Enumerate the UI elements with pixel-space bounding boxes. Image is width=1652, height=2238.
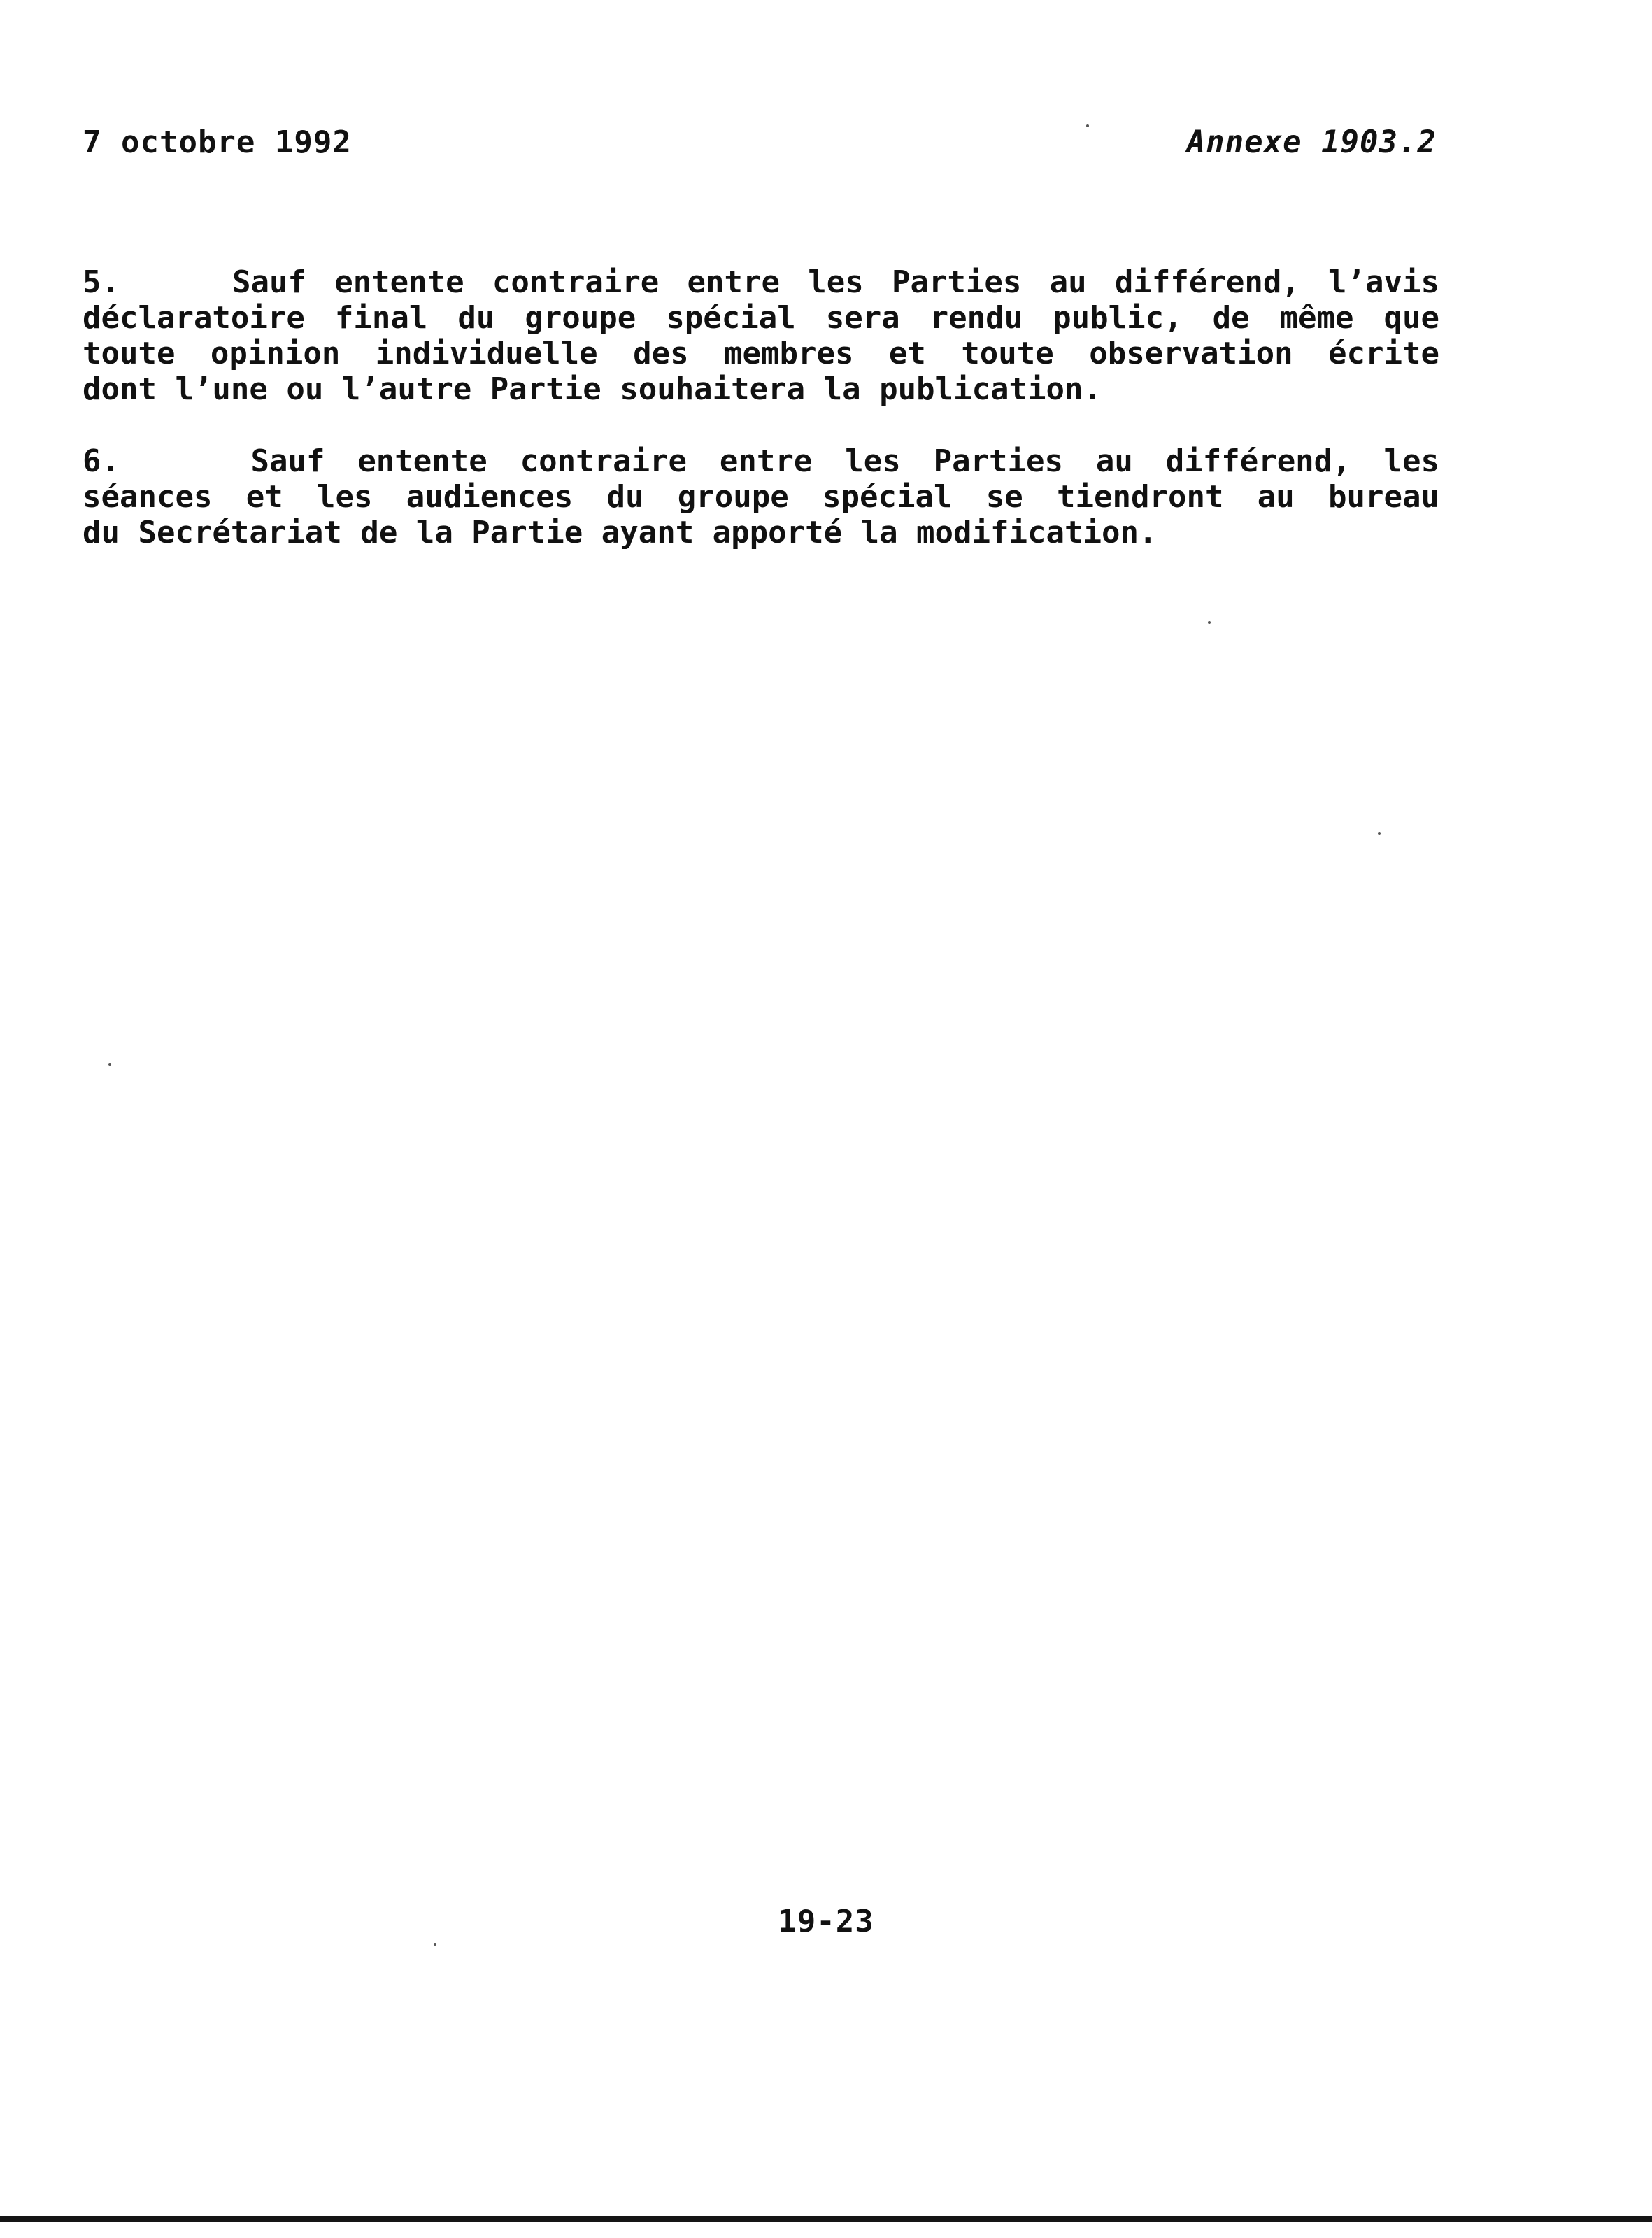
scan-speck <box>434 1943 436 1946</box>
paragraph-line: dont l’une ou l’autre Partie souhaitera la publication. <box>83 371 1102 407</box>
paragraph-6 <box>83 443 1439 550</box>
paragraph-line: 6. Sauf entente contraire entre les Parties au différend, les <box>83 443 1439 479</box>
scan-speck <box>108 1063 111 1066</box>
document-body <box>83 264 1439 587</box>
scan-speck <box>1378 832 1381 835</box>
paragraph-5 <box>83 264 1439 407</box>
paragraph-line: toute opinion individuelle des membres et toute observation écrite <box>83 336 1439 371</box>
header-date: 7 octobre 1992 <box>83 124 352 160</box>
paragraph-line: déclaratoire final du groupe spécial sera rendu public, de même que <box>83 300 1439 336</box>
page-number: 19-23 <box>778 1904 874 1939</box>
scan-speck <box>1086 124 1089 127</box>
bottom-scan-edge <box>0 2216 1652 2222</box>
paragraph-line: du Secrétariat de la Partie ayant apporté la modification. <box>83 515 1158 550</box>
scan-speck <box>1208 621 1211 624</box>
paragraph-line: séances et les audiences du groupe spécial se tiendront au bureau <box>83 479 1439 515</box>
paragraph-line: 5. Sauf entente contraire entre les Parties au différend, l’avis <box>83 264 1439 300</box>
header-annex: Annexe 1903.2 <box>1186 124 1437 160</box>
